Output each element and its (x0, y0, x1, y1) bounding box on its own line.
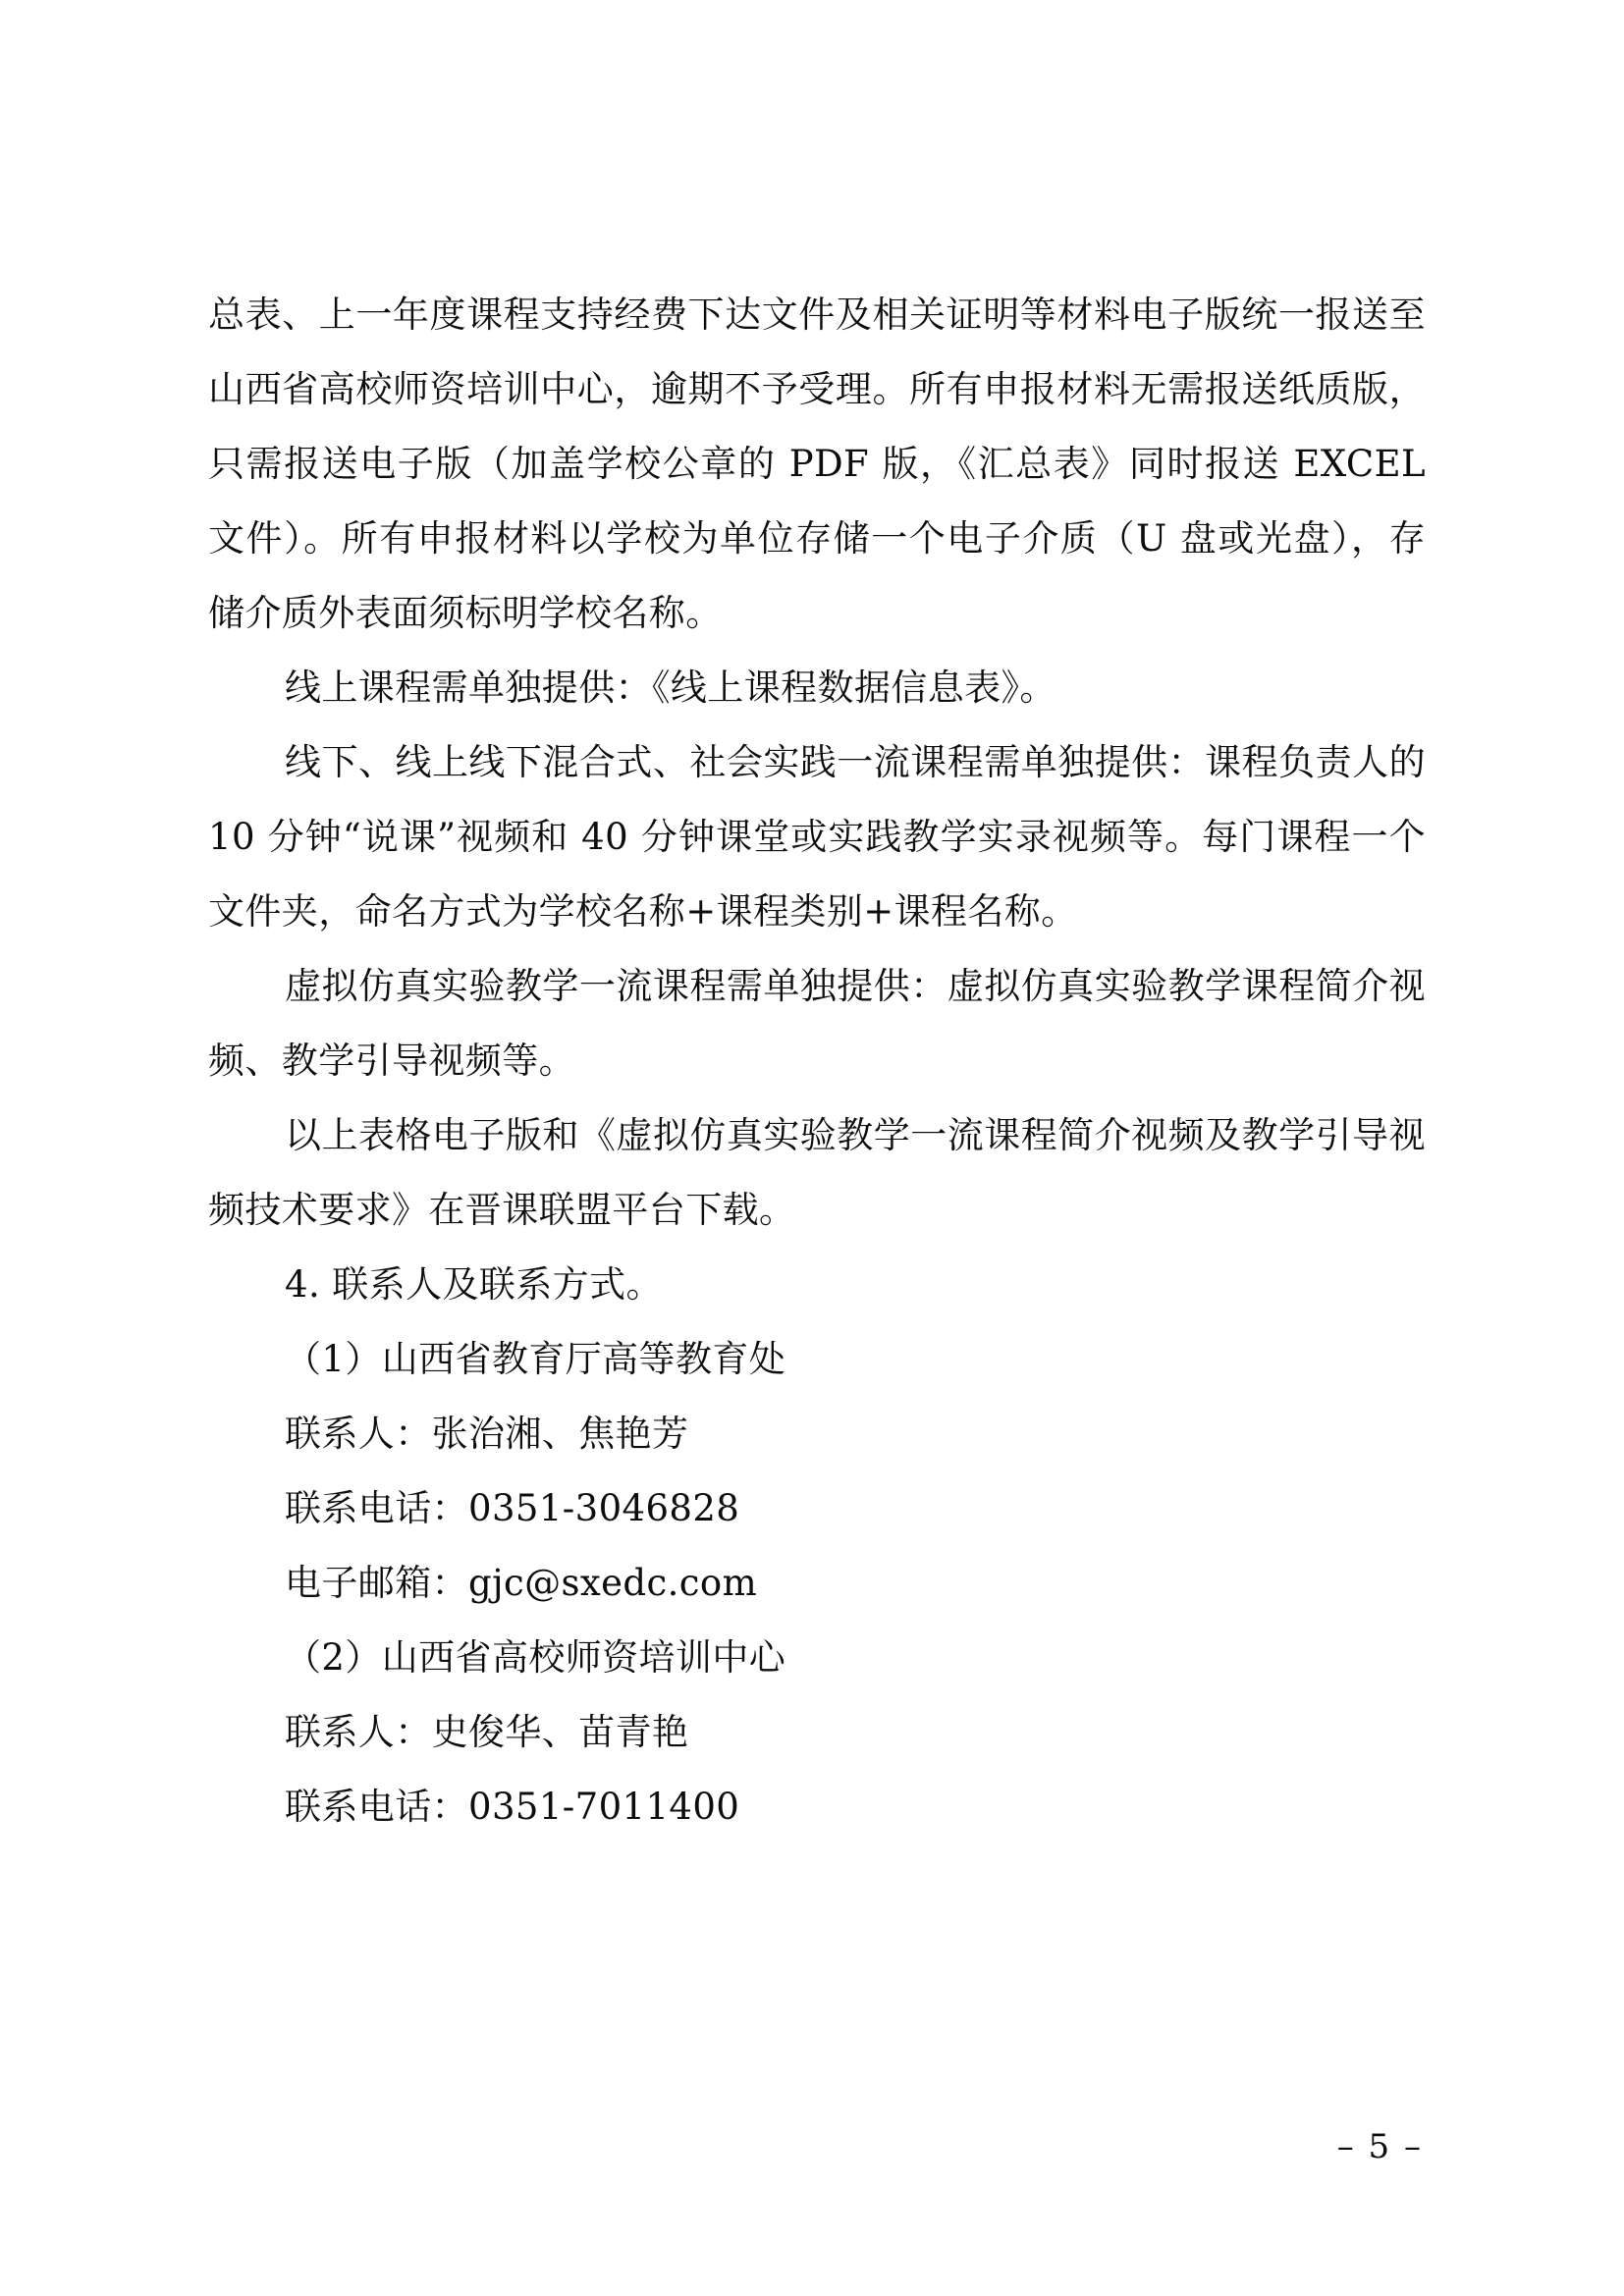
paragraph-2: 线上课程需单独提供：《线上课程数据信息表》。 (285, 667, 1056, 709)
page-number: – 5 – (1336, 2127, 1423, 2166)
paragraph-3: 线下、线上线下混合式、社会实践一流课程需单独提供：课程负责人的 10 分钟“说课”视频和 40 分钟课堂或实践教学实录视频等。每门课程一个文件夹，命名方式为学校名称+课程类别+课程名称。 (208, 741, 1426, 933)
paragraph-contact-org-2: （2）山西省高校师资培训中心 (285, 1636, 786, 1679)
paragraph-contact-person-1: 联系人：张治湘、焦艳芳 (285, 1413, 689, 1455)
document-body (208, 278, 1426, 1844)
paragraph-4: 虚拟仿真实验教学一流课程需单独提供：虚拟仿真实验教学课程简介视频、教学引导视频等。 (208, 965, 1426, 1082)
paragraph-contact-phone-2: 联系电话：0351-7011400 (285, 1786, 740, 1828)
paragraph-contact-phone-1: 联系电话：0351-3046828 (285, 1487, 740, 1529)
paragraph-contact-org-1: （1）山西省教育厅高等教育处 (285, 1338, 786, 1380)
paragraph-contact-person-2: 联系人：史俊华、苗青艳 (285, 1711, 689, 1753)
paragraph-contact-heading: 4. 联系人及联系方式。 (285, 1263, 663, 1306)
paragraph-5: 以上表格电子版和《虚拟仿真实验教学一流课程简介视频及教学引导视频技术要求》在晋课联盟平台下载。 (208, 1114, 1426, 1231)
paragraph-1: 总表、上一年度课程支持经费下达文件及相关证明等材料电子版统一报送至山西省高校师资培训中心，逾期不予受理。所有申报材料无需报送纸质版，只需报送电子版（加盖学校公章的 PDF 版，《汇总表》同时报送 EXCEL 文件）。所有申报材料以学校为单位存储一个电子介质（U 盘或光盘），存储介质外表面须标明学校名称。 (208, 294, 1426, 634)
paragraph-contact-email-1: 电子邮箱：gjc@sxedc.com (285, 1562, 758, 1604)
